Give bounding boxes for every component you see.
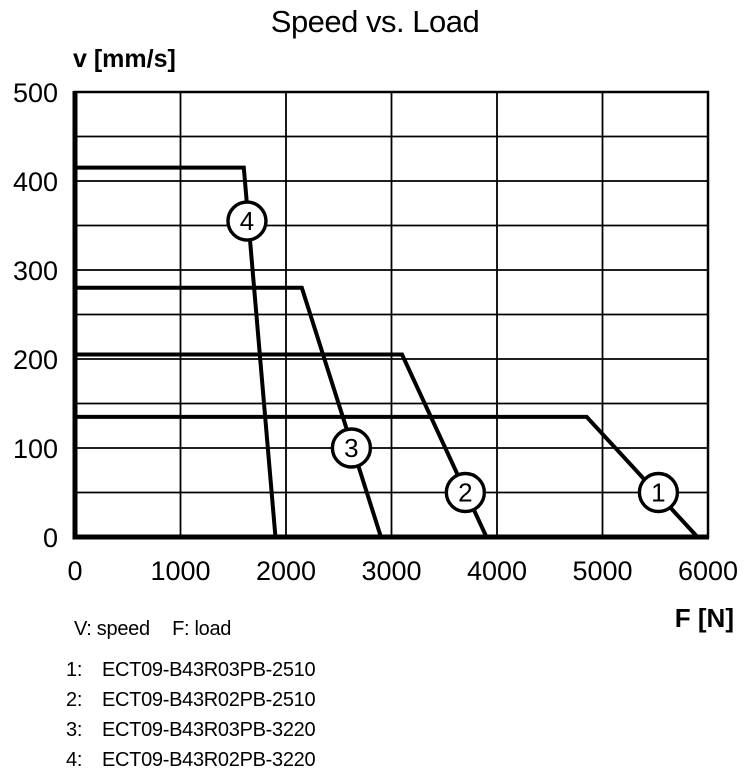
chart-title: Speed vs. Load	[270, 4, 480, 39]
y-tick-label-0: 0	[42, 523, 58, 553]
y-tick-label-300: 300	[12, 256, 58, 286]
y-tick-label-200: 200	[12, 345, 58, 375]
legend-item-model: ECT09-B43R03PB-3220	[102, 719, 316, 741]
legend	[66, 616, 315, 773]
legend-load-abbrev: F: load	[172, 618, 232, 640]
curve-1	[75, 417, 697, 537]
y-tick-label-500: 500	[12, 78, 58, 108]
x-tick-label-6000: 6000	[677, 556, 739, 586]
legend-item-number: 4:	[66, 749, 83, 771]
y-axis-label: v [mm/s]	[73, 45, 176, 73]
curve-marker-label-1: 1	[651, 477, 666, 508]
x-tick-label-2000: 2000	[255, 556, 317, 586]
legend-item-number: 1:	[66, 659, 83, 681]
x-tick-label-1000: 1000	[150, 556, 211, 586]
legend-item-number: 3:	[66, 719, 83, 741]
x-tick-label-3000: 3000	[361, 556, 422, 586]
legend-speed-abbrev: V: speed	[74, 618, 150, 640]
curve-marker-label-2: 2	[458, 477, 473, 508]
curve-marker-label-4: 4	[239, 206, 255, 237]
legend-item-number: 2:	[66, 689, 83, 711]
legend-item-model: ECT09-B43R02PB-3220	[102, 749, 316, 771]
curve-3	[75, 288, 381, 537]
legend-item-1	[66, 655, 315, 685]
curve-marker-label-3: 3	[344, 433, 359, 463]
curve-2	[75, 355, 486, 537]
x-tick-label-5000: 5000	[572, 556, 633, 586]
legend-item-model: ECT09-B43R02PB-2510	[102, 689, 316, 711]
legend-item-2	[66, 685, 315, 715]
legend-item-3	[66, 715, 315, 745]
x-axis-label: F [N]	[674, 603, 734, 633]
legend-abbreviations	[66, 616, 315, 643]
legend-item-model: ECT09-B43R03PB-2510	[102, 659, 316, 681]
x-tick-label-0: 0	[67, 556, 83, 586]
legend-item-4	[66, 745, 315, 773]
y-tick-label-400: 400	[12, 167, 58, 197]
legend-items	[66, 655, 315, 773]
x-tick-label-4000: 4000	[466, 556, 528, 586]
y-tick-label-100: 100	[12, 434, 58, 464]
